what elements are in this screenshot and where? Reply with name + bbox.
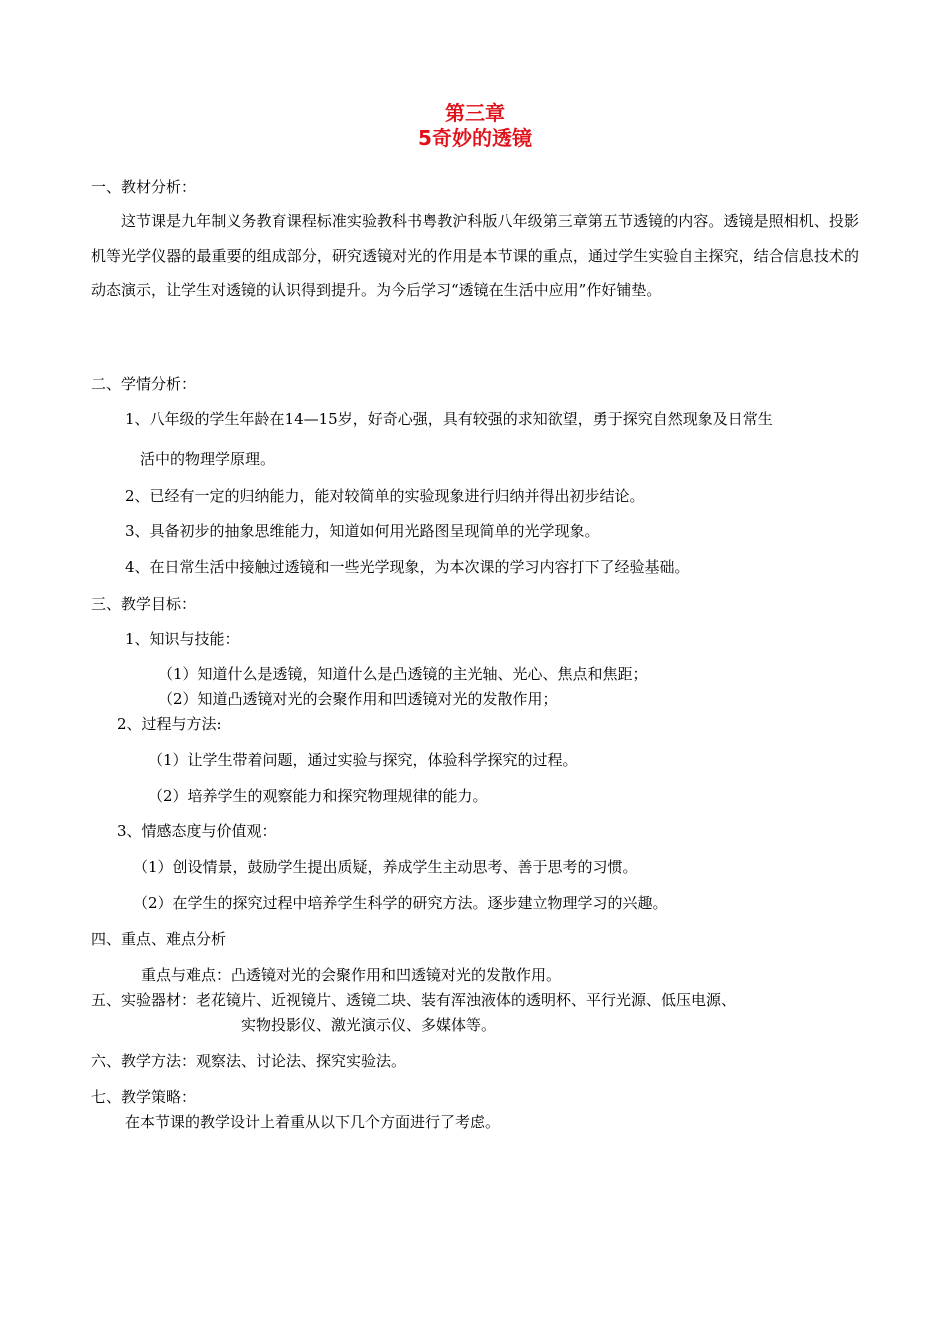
section-1-heading: 一、教材分析： [91, 178, 197, 196]
goal-2-heading: 2、过程与方法: [117, 715, 222, 733]
goal-1-item-1: （1）知道什么是透镜，知道什么是凸透镜的主光轴、光心、焦点和焦距； [158, 665, 648, 683]
section-1-paragraph: 这节课是九年制义务教育课程标准实验教科书粤教沪科版八年级第三章第五节透镜的内容。透镜是照相机、投影机等光学仪器的最重要的组成部分，研究透镜对光的作用是本节课的重点，通过学生实验自主探究，结合信息技术的动态演示，让学生对透镜的认识得到提升。为今后学习“透镜在生活中应用”作好铺垫。 [91, 212, 859, 299]
lesson-title: 5奇妙的透镜 [418, 126, 532, 150]
section-2-item-3: 3、具备初步的抽象思维能力，知道如何用光路图呈现简单的光学现象。 [125, 522, 600, 540]
section-5-line-2: 实物投影仪、激光演示仪、多媒体等。 [241, 1016, 497, 1034]
section-2-item-4: 4、在日常生活中接触过透镜和一些光学现象，为本次课的学习内容打下了经验基础。 [125, 558, 690, 576]
section-5-line-1: 五、实验器材：老花镜片、近视镜片、透镜二块、装有浑浊液体的透明杯、平行光源、低压电源、 [91, 991, 737, 1009]
section-3-heading: 三、教学目标： [91, 595, 197, 613]
section-7-content: 在本节课的教学设计上着重从以下几个方面进行了考虑。 [125, 1113, 501, 1131]
goal-3-item-2: （2）在学生的探究过程中培养学生科学的研究方法。逐步建立物理学习的兴趣。 [133, 894, 668, 912]
chapter-title: 第三章 [445, 101, 505, 125]
section-2-item-2: 2、已经有一定的归纳能力，能对较简单的实验现象进行归纳并得出初步结论。 [125, 487, 645, 505]
goal-3-heading: 3、情感态度与价值观： [117, 822, 277, 840]
goal-2-item-1: （1）让学生带着问题，通过实验与探究，体验科学探究的过程。 [148, 751, 578, 769]
section-6-line: 六、教学方法：观察法、讨论法、探究实验法。 [91, 1052, 407, 1070]
goal-1-heading: 1、知识与技能： [125, 630, 240, 648]
section-4-content: 重点与难点：凸透镜对光的会聚作用和凹透镜对光的发散作用。 [141, 966, 562, 984]
goal-1-item-2: （2）知道凸透镜对光的会聚作用和凹透镜对光的发散作用； [158, 690, 558, 708]
section-7-heading: 七、教学策略： [91, 1088, 197, 1106]
goal-2-item-2: （2）培养学生的观察能力和探究物理规律的能力。 [148, 787, 488, 805]
section-2-item-1: 1、八年级的学生年龄在14—15岁，好奇心强，具有较强的求知欲望，勇于探究自然现象及日常生 [125, 410, 773, 428]
section-4-heading: 四、重点、难点分析 [91, 930, 227, 948]
goal-3-item-1: （1）创设情景，鼓励学生提出质疑，养成学生主动思考、善于思考的习惯。 [133, 858, 638, 876]
section-2-heading: 二、学情分析： [91, 375, 197, 393]
section-2-item-1-cont: 活中的物理学原理。 [140, 450, 276, 468]
